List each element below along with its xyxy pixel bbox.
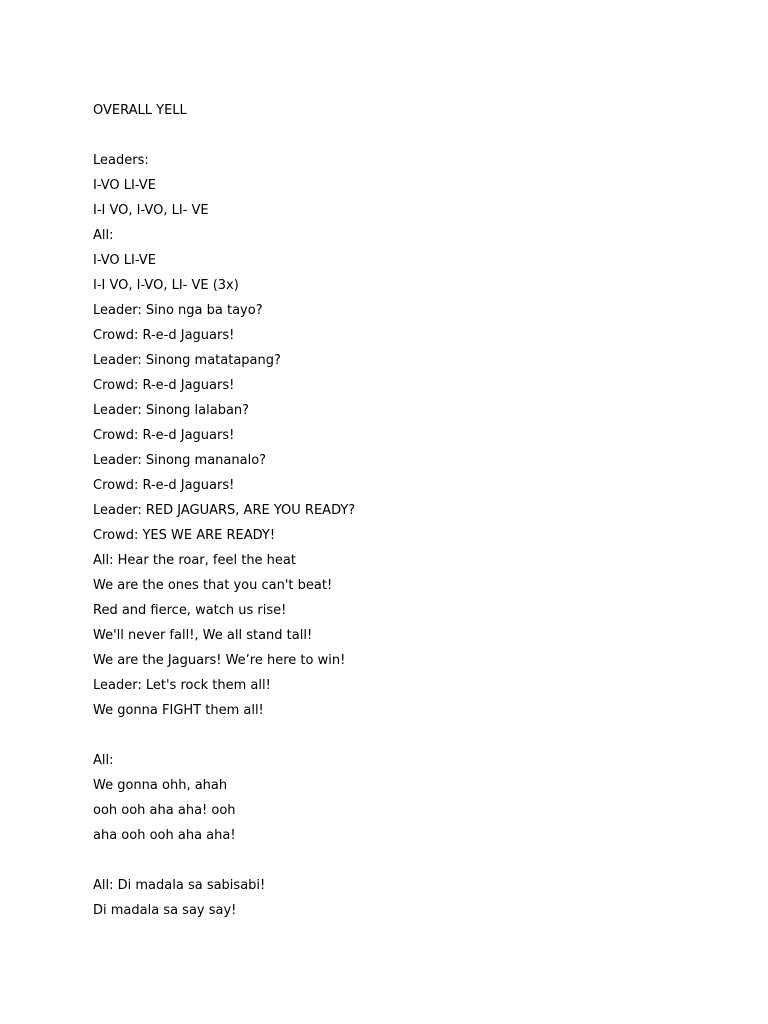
text-line: Crowd: R-e-d Jaguars! (93, 328, 235, 343)
text-line: Red and fierce, watch us rise! (93, 603, 287, 618)
yell-text (93, 98, 713, 923)
text-line: Leader: Sinong mananalo? (93, 453, 267, 468)
text-line: Crowd: YES WE ARE READY! (93, 528, 276, 543)
text-line: Crowd: R-e-d Jaguars! (93, 428, 235, 443)
text-line: I-I VO, I-VO, LI- VE (93, 203, 209, 218)
verse-block-1 (93, 148, 713, 723)
text-line: We gonna FIGHT them all! (93, 703, 264, 718)
text-line: All: (93, 228, 114, 243)
text-line: Leader: Sinong matatapang? (93, 353, 281, 368)
text-line: Leader: Sino nga ba tayo? (93, 303, 263, 318)
text-line: We are the ones that you can't beat! (93, 578, 333, 593)
text-line: All: Di madala sa sabisabi! (93, 878, 266, 893)
blank-line (93, 848, 713, 873)
text-line: We are the Jaguars! We’re here to win! (93, 653, 346, 668)
text-line: Leader: Sinong lalaban? (93, 403, 250, 418)
verse-block-2 (93, 748, 713, 848)
text-line: Leaders: (93, 153, 149, 168)
text-line: We gonna ohh, ahah (93, 778, 228, 793)
document-title: OVERALL YELL (93, 103, 187, 118)
blank-line (93, 723, 713, 748)
text-line: I-VO LI-VE (93, 178, 156, 193)
text-line: I-I VO, I-VO, LI- VE (3x) (93, 278, 239, 293)
blank-line (93, 123, 713, 148)
text-line: We'll never fall!, We all stand tall! (93, 628, 313, 643)
text-line: I-VO LI-VE (93, 253, 156, 268)
text-line: Leader: Let's rock them all! (93, 678, 271, 693)
text-line: Crowd: R-e-d Jaguars! (93, 478, 235, 493)
text-line: All: (93, 753, 114, 768)
verse-block-3 (93, 873, 713, 923)
text-line: All: Hear the roar, feel the heat (93, 553, 296, 568)
text-line: aha ooh ooh aha aha! (93, 828, 236, 843)
text-line: Leader: RED JAGUARS, ARE YOU READY? (93, 503, 356, 518)
text-line: ooh ooh aha aha! ooh (93, 803, 236, 818)
text-line: Crowd: R-e-d Jaguars! (93, 378, 235, 393)
text-line: Di madala sa say say! (93, 903, 237, 918)
